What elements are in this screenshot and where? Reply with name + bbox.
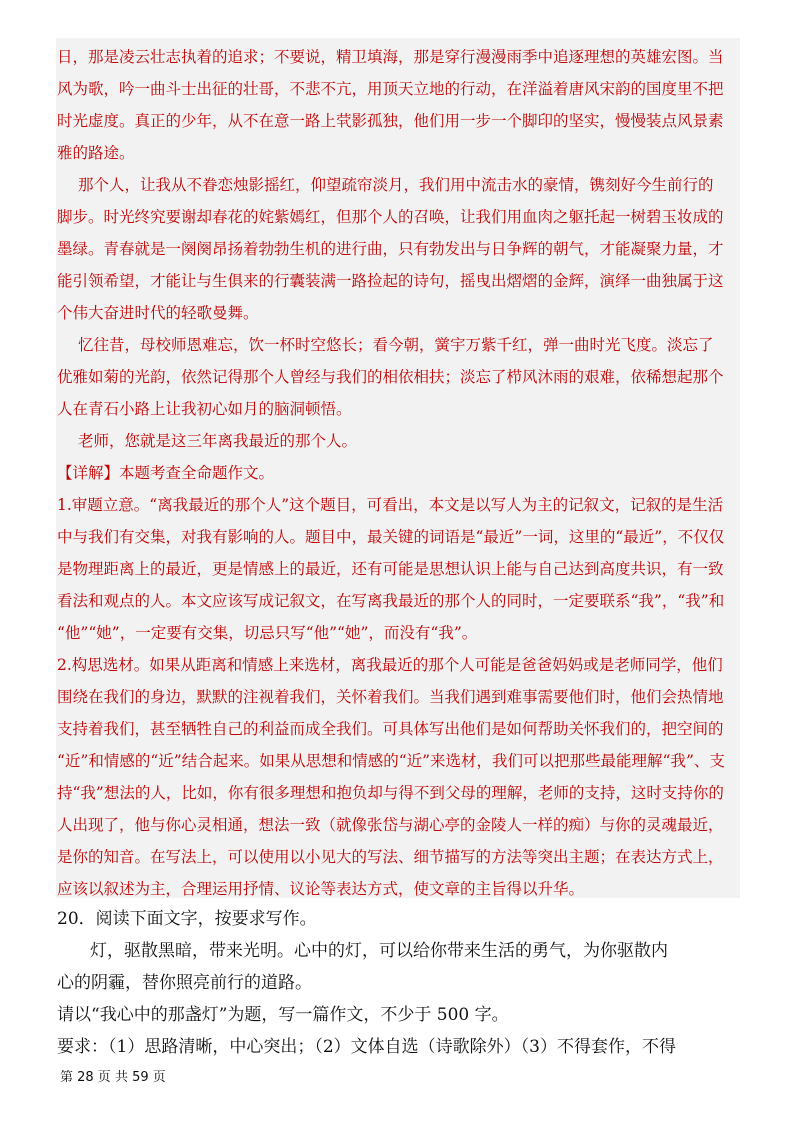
- analysis-line: 看法和观点的人。本文应该写成记叙文，在写离我最近的那个人的同时，一定要联系“我”，“我”和: [57, 592, 725, 610]
- analysis-line: “他”“她”，一定要有交集，切忌只写“他”“她”，而没有“我”。: [57, 624, 478, 642]
- essay-line: 能引领希望，才能让与生俱来的行囊装满一路捡起的诗句，摇曳出熠熠的金辉，演绎一曲独属于这: [57, 272, 724, 290]
- essay-line: 人在青石小路上让我初心如月的脑洞顿悟。: [57, 400, 352, 418]
- analysis-line: 1.审题立意。“离我最近的那个人”这个题目，可看出，本文是以写人为主的记叙文，记叙的是生活: [57, 496, 724, 514]
- analysis-line: 人出现了，他与你心灵相通，想法一致（就像张岱与湖心亭的金陵人一样的痴）与你的灵魂最近，: [57, 816, 724, 834]
- analysis-line: 应该以叙述为主，合理运用抒情、议论等表达方式，使文章的主旨得以升华。: [57, 880, 585, 898]
- analysis-line: 中与我们有交集，对我有影响的人。题目中，最关键的词语是“最近”一词，这里的“最近”，不仅仅: [57, 528, 725, 546]
- essay-line: 日，那是凌云壮志执着的追求；不要说，精卫填海，那是穿行漫漫雨季中追逐理想的英雄宏图。当: [57, 48, 724, 66]
- question-prompt: 请以“我心中的那盏灯”为题，写一篇作文，不少于 500 字。: [57, 1005, 509, 1025]
- analysis-line: “近”和情感的“近”结合起来。如果从思想和情感的“近”来选材，我们可以把那些最能理解“我”、支: [57, 752, 725, 770]
- essay-line: 墨绿。青春就是一阕阕昂扬着勃勃生机的进行曲，只有勃发出与日争辉的朝气，才能凝聚力量，才: [57, 240, 724, 258]
- essay-line: 雅的路途。: [57, 144, 135, 162]
- essay-closing-line: 老师，您就是这三年离我最近的那个人。: [78, 432, 358, 450]
- analysis-heading: 【详解】本题考查全命题作文。: [57, 464, 275, 482]
- question-title: 20．阅读下面文字，按要求写作。: [57, 909, 317, 929]
- essay-line: 风为歌，吟一曲斗士出征的壮哥，不悲不亢，用顶天立地的行动，在洋溢着唐风宋韵的国度里不把: [57, 80, 724, 98]
- analysis-line: 围绕在我们的身边，默默的注视着我们，关怀着我们。当我们遇到难事需要他们时，他们会热情地: [57, 688, 724, 706]
- page-number: 第 28 页 共 59 页: [60, 1070, 166, 1085]
- essay-line: 时光虚度。真正的少年，从不在意一路上茕影孤独，他们用一步一个脚印的坚实，慢慢装点风景素: [57, 112, 724, 130]
- essay-line: 脚步。时光终究要谢却春花的姹紫嫣红，但那个人的召唤，让我们用血肉之躯托起一树碧玉妆成的: [57, 208, 724, 226]
- question-requirements: 要求：（1）思路清晰，中心突出；（2）文体自选（诗歌除外）（3）不得套作，不得: [57, 1037, 676, 1057]
- analysis-line: 支持着我们，甚至牺牲自己的利益而成全我们。可具体写出他们是如何帮助关怀我们的，把空间的: [57, 720, 724, 738]
- question-material-line: 心的阴霾，替你照亮前行的道路。: [57, 973, 312, 993]
- question-material-line: 灯，驱散黑暗，带来光明。心中的灯，可以给你带来生活的勇气，为你驱散内: [90, 941, 668, 961]
- essay-line: 忆往昔，母校师恩难忘，饮一杯时空悠长；看今朝，黉宇万紫千红，弹一曲时光飞度。淡忘了: [78, 336, 714, 354]
- analysis-line: 2.构思选材。如果从距离和情感上来选材，离我最近的那个人可能是爸爸妈妈或是老师同学，他们: [57, 656, 723, 674]
- analysis-line: 是物理距离上的最近，更是情感上的最近，还有可能是思想认识上能与自己达到高度共识，有一致: [57, 560, 724, 578]
- essay-line: 那个人，让我从不眷恋烛影摇红，仰望疏帘淡月，我们用中流击水的豪情，镌刻好今生前行的: [78, 176, 714, 194]
- analysis-line: 是你的知音。在写法上，可以使用以小见大的写法、细节描写的方法等突出主题；在表达方式上，: [57, 848, 724, 866]
- analysis-line: 持“我”想法的人，比如，你有很多理想和抱负却与得不到父母的理解，老师的支持，这时支持你的: [57, 784, 724, 802]
- essay-line: 个伟大奋进时代的轻歌曼舞。: [57, 304, 259, 322]
- essay-line: 优雅如菊的光韵，依然记得那个人曾经与我们的相依相扶；淡忘了栉风沐雨的艰难，依稀想起那个: [57, 368, 724, 386]
